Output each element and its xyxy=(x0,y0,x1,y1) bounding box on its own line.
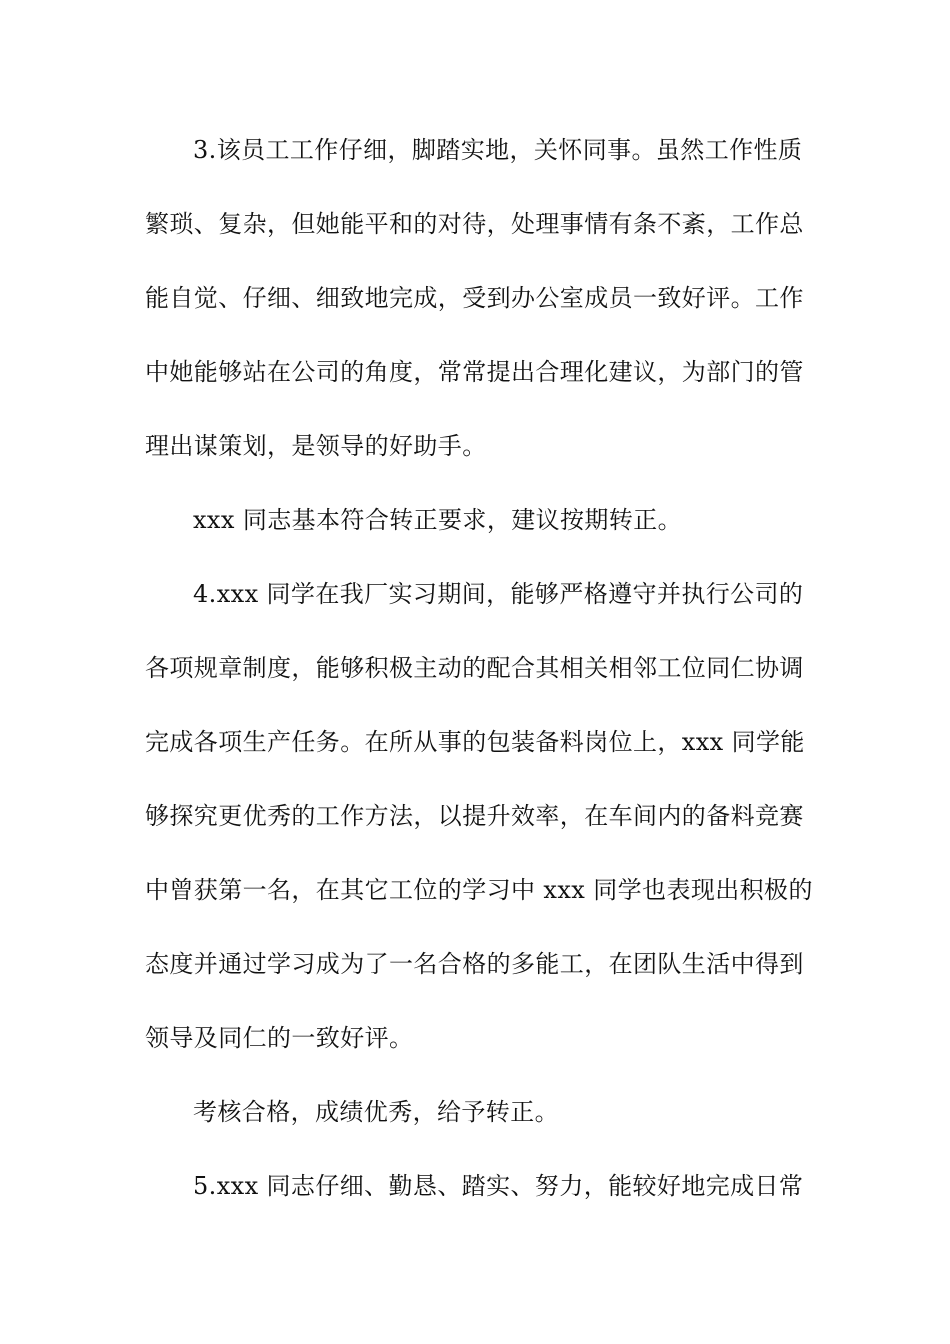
paragraph-3-line-1: 3.该员工工作仔细，脚踏实地，关怀同事。虽然工作性质 xyxy=(193,136,803,164)
paragraph-4-line-2: 各项规章制度，能够积极主动的配合其相关相邻工位同仁协调 xyxy=(145,654,804,682)
paragraph-5-line-1: 5.xxx 同志仔细、勤恳、踏实、努力，能较好地完成日常 xyxy=(193,1172,804,1200)
paragraph-4-line-4: 够探究更优秀的工作方法，以提升效率，在车间内的备料竞赛 xyxy=(145,802,804,830)
paragraph-3-line-2: 繁琐、复杂，但她能平和的对待，处理事情有条不紊，工作总 xyxy=(145,210,804,238)
paragraph-4-line-7: 领导及同仁的一致好评。 xyxy=(145,1024,414,1052)
paragraph-3-line-3: 能自觉、仔细、细致地完成，受到办公室成员一致好评。工作 xyxy=(145,284,804,312)
paragraph-3-line-5: 理出谋策划，是领导的好助手。 xyxy=(145,432,487,460)
conclusion-3-line-1: xxx 同志基本符合转正要求，建议按期转正。 xyxy=(193,506,683,534)
paragraph-4-line-5: 中曾获第一名，在其它工位的学习中 xxx 同学也表现出积极的 xyxy=(145,876,813,904)
paragraph-4-line-1: 4.xxx 同学在我厂实习期间，能够严格遵守并执行公司的 xyxy=(193,580,804,608)
paragraph-3-line-4: 中她能够站在公司的角度，常常提出合理化建议，为部门的管 xyxy=(145,358,804,386)
conclusion-4-line-1: 考核合格，成绩优秀，给予转正。 xyxy=(193,1098,559,1126)
paragraph-4-line-6: 态度并通过学习成为了一名合格的多能工，在团队生活中得到 xyxy=(145,950,804,978)
paragraph-4-line-3: 完成各项生产任务。在所从事的包装备料岗位上，xxx 同学能 xyxy=(145,728,805,756)
